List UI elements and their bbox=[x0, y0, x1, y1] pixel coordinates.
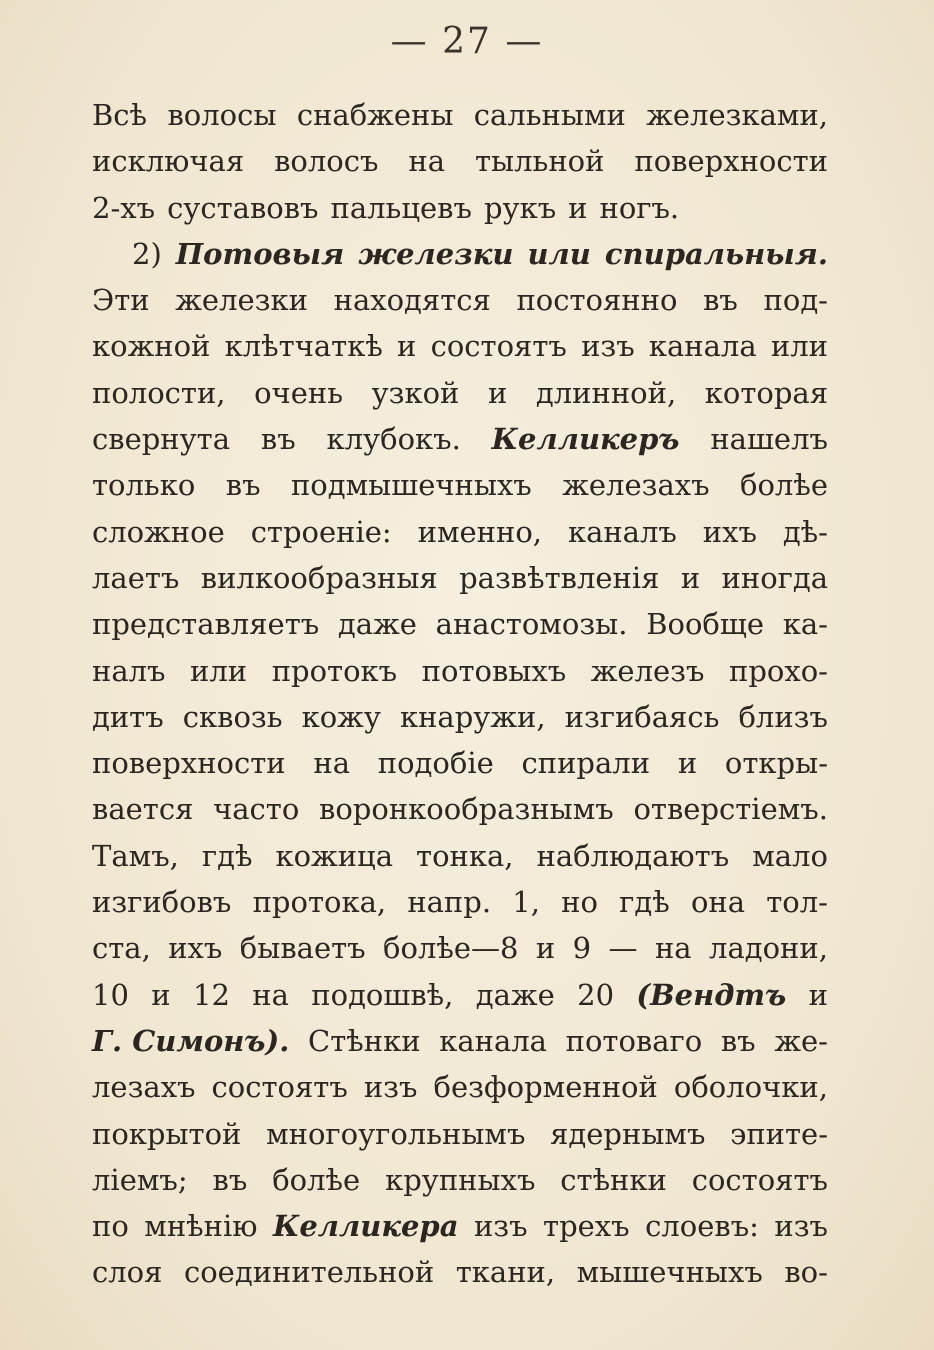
text-line bbox=[92, 1203, 828, 1249]
word: изъ bbox=[774, 1209, 828, 1244]
word: поверхности bbox=[634, 144, 828, 179]
word: въ bbox=[212, 1162, 248, 1197]
word: налъ bbox=[92, 653, 166, 688]
word: которая bbox=[704, 375, 828, 410]
word: наблюдаютъ bbox=[536, 838, 730, 873]
word: и bbox=[677, 746, 698, 781]
word: гдѣ bbox=[619, 885, 670, 920]
word: полости, bbox=[92, 375, 226, 410]
text-line bbox=[92, 1064, 828, 1110]
word: воронкообразнымъ bbox=[319, 792, 614, 827]
word: волосъ bbox=[274, 144, 379, 179]
word: соединительной bbox=[183, 1255, 435, 1290]
word: изъ bbox=[363, 1070, 418, 1105]
word: Вообще bbox=[646, 607, 764, 642]
text-line bbox=[92, 277, 828, 323]
text-line bbox=[92, 694, 828, 740]
word: железахъ bbox=[562, 468, 710, 503]
word: рукъ bbox=[483, 190, 557, 225]
word: и bbox=[487, 375, 508, 410]
word: прохо- bbox=[728, 653, 828, 688]
word: изгибовъ bbox=[92, 885, 232, 920]
word: изгибаясь bbox=[564, 699, 720, 734]
word: и bbox=[151, 977, 171, 1012]
text-line bbox=[92, 462, 828, 508]
word: анастомозы. bbox=[435, 607, 628, 642]
word: многоугольнымъ bbox=[266, 1116, 526, 1151]
word: поверхности bbox=[92, 746, 286, 781]
word: канала bbox=[439, 1023, 547, 1058]
word: часто bbox=[213, 792, 300, 827]
emphasized-word: Потовыя bbox=[175, 236, 345, 271]
word: ліемъ; bbox=[92, 1162, 188, 1197]
text-line bbox=[92, 879, 828, 925]
word: даже bbox=[475, 977, 555, 1012]
text-line bbox=[92, 323, 828, 369]
word: сложное bbox=[92, 514, 225, 549]
word: эпите- bbox=[730, 1116, 828, 1151]
word: состоятъ bbox=[211, 1070, 348, 1105]
word: сальными bbox=[473, 98, 626, 132]
word: ногъ. bbox=[599, 190, 680, 225]
word: исключая bbox=[92, 144, 245, 179]
text-line bbox=[92, 1111, 828, 1157]
word: по bbox=[92, 1209, 129, 1244]
word: Стѣнки bbox=[308, 1023, 421, 1058]
word: развѣтвленія bbox=[459, 560, 660, 595]
word: сквозь bbox=[182, 699, 283, 734]
word: строеніе: bbox=[250, 514, 392, 549]
word: покрытой bbox=[92, 1116, 242, 1151]
word: же- bbox=[774, 1023, 828, 1058]
word: подмышечныхъ bbox=[290, 468, 532, 503]
word: ткани, bbox=[455, 1255, 556, 1290]
emphasized-word: железки bbox=[358, 236, 514, 271]
word: потовыхъ bbox=[421, 653, 567, 688]
word: на bbox=[252, 977, 289, 1012]
word: длинной, bbox=[535, 375, 677, 410]
word: подошвѣ, bbox=[311, 977, 454, 1012]
word: откры- bbox=[724, 746, 828, 781]
word: нашелъ bbox=[710, 422, 828, 457]
word: — bbox=[608, 931, 638, 966]
word: железками, bbox=[646, 98, 828, 132]
word: трехъ bbox=[543, 1209, 630, 1244]
word: ка- bbox=[782, 607, 828, 642]
word: иногда bbox=[721, 560, 828, 595]
word: снабжены bbox=[296, 98, 454, 132]
word: протокъ bbox=[271, 653, 398, 688]
word: мнѣнію bbox=[144, 1209, 258, 1244]
text-line bbox=[92, 185, 828, 231]
word: болѣе bbox=[272, 1162, 361, 1197]
word: ладони, bbox=[709, 931, 828, 966]
word: Тамъ, bbox=[92, 838, 179, 873]
emphasized-word: или bbox=[527, 236, 591, 271]
page-number: — 27 — bbox=[390, 21, 544, 62]
word: и bbox=[568, 190, 588, 225]
text-line bbox=[92, 138, 828, 184]
text-line bbox=[92, 833, 828, 879]
word: въ bbox=[225, 468, 261, 503]
word: лезахъ bbox=[92, 1070, 196, 1105]
emphasized-word: Келликера bbox=[272, 1209, 459, 1244]
word: изъ bbox=[581, 329, 635, 364]
word: на bbox=[654, 931, 692, 966]
word: во- bbox=[784, 1255, 828, 1290]
word: и bbox=[808, 977, 828, 1012]
word: кожной bbox=[92, 329, 211, 364]
word: узкой bbox=[371, 375, 460, 410]
word: тонка, bbox=[416, 838, 514, 873]
word: каналъ bbox=[567, 514, 677, 549]
word: состоятъ bbox=[430, 329, 567, 364]
word: гдѣ bbox=[201, 838, 253, 873]
word: только bbox=[92, 468, 196, 503]
word: крупныхъ bbox=[385, 1162, 536, 1197]
word: лаетъ bbox=[92, 560, 180, 595]
word: спирали bbox=[521, 746, 651, 781]
word: железки bbox=[175, 283, 308, 318]
word: и bbox=[680, 560, 701, 595]
emphasized-word: Келликеръ bbox=[491, 422, 680, 457]
word: изъ bbox=[473, 1209, 528, 1244]
word: свернута bbox=[92, 422, 231, 457]
text-line bbox=[92, 231, 828, 277]
word: бываетъ bbox=[239, 931, 366, 966]
word: очень bbox=[254, 375, 344, 410]
text-line bbox=[92, 925, 828, 971]
word: находятся bbox=[333, 283, 491, 318]
word: клѣтчаткѣ bbox=[224, 329, 383, 364]
text-line bbox=[92, 1018, 828, 1064]
word: болѣе—8 bbox=[383, 931, 519, 966]
word: даже bbox=[337, 607, 417, 642]
word: пальцевъ bbox=[330, 190, 472, 225]
word: суставовъ bbox=[167, 190, 319, 225]
word: кнаружи, bbox=[399, 699, 546, 734]
word: кожица bbox=[275, 838, 393, 873]
text-line bbox=[92, 416, 828, 462]
word: близъ bbox=[738, 699, 828, 734]
text-line bbox=[92, 601, 828, 647]
word: дитъ bbox=[92, 699, 164, 734]
body-text bbox=[92, 92, 828, 1296]
word: но bbox=[561, 885, 598, 920]
word: 10 bbox=[92, 977, 129, 1012]
word: она bbox=[690, 885, 746, 920]
word: отверстіемъ. bbox=[633, 792, 828, 827]
word: ихъ bbox=[702, 514, 757, 549]
word: состоятъ bbox=[691, 1162, 828, 1197]
word: и bbox=[535, 931, 556, 966]
word: канала bbox=[648, 329, 757, 364]
word: Эти bbox=[92, 283, 150, 318]
word: представляетъ bbox=[92, 607, 320, 642]
word: волосы bbox=[167, 98, 277, 132]
word: именно, bbox=[417, 514, 543, 549]
word: ядернымъ bbox=[550, 1116, 706, 1151]
emphasized-word: Г. Симонъ). bbox=[92, 1023, 290, 1058]
word: ста, bbox=[92, 931, 151, 966]
text-line bbox=[92, 555, 828, 601]
text-line bbox=[92, 1249, 828, 1295]
word: въ bbox=[260, 422, 296, 457]
text-line bbox=[92, 786, 828, 832]
word: безформенной bbox=[433, 1070, 658, 1105]
word: на bbox=[408, 144, 446, 179]
emphasized-word: спиральныя. bbox=[604, 236, 828, 271]
word: 9 bbox=[572, 931, 592, 966]
text-line bbox=[92, 648, 828, 694]
word: вается bbox=[92, 792, 194, 827]
word: оболочки, bbox=[673, 1070, 828, 1105]
word: въ bbox=[703, 283, 738, 318]
word: тол- bbox=[766, 885, 828, 920]
word: ихъ bbox=[168, 931, 223, 966]
text-line bbox=[92, 972, 828, 1018]
word: напр. bbox=[407, 885, 492, 920]
emphasized-word: (Вендтъ bbox=[636, 977, 787, 1012]
word: вилкообразныя bbox=[200, 560, 438, 595]
text-line bbox=[92, 1157, 828, 1203]
word: 1, bbox=[512, 885, 540, 920]
text-line bbox=[92, 370, 828, 416]
word: постоянно bbox=[516, 283, 678, 318]
word: въ bbox=[720, 1023, 756, 1058]
word: железъ bbox=[590, 653, 705, 688]
word: стѣнки bbox=[560, 1162, 667, 1197]
word: потоваго bbox=[565, 1023, 703, 1058]
word: на bbox=[313, 746, 350, 781]
word: болѣе bbox=[739, 468, 828, 503]
text-line bbox=[92, 92, 828, 138]
word: 20 bbox=[577, 977, 615, 1012]
text-line bbox=[92, 509, 828, 555]
word: протока, bbox=[252, 885, 387, 920]
word: под- bbox=[763, 283, 828, 318]
word: и bbox=[397, 329, 417, 364]
word: Всѣ bbox=[92, 98, 148, 132]
word: дѣ- bbox=[782, 514, 828, 549]
word: 12 bbox=[193, 977, 230, 1012]
word: или bbox=[190, 653, 248, 688]
text-line bbox=[92, 740, 828, 786]
word: клубокъ. bbox=[326, 422, 461, 457]
word: слоевъ: bbox=[645, 1209, 759, 1244]
word: тыльной bbox=[474, 144, 605, 179]
word: подобіе bbox=[377, 746, 494, 781]
word: слоя bbox=[92, 1255, 163, 1290]
word: 2) bbox=[132, 236, 162, 271]
word: 2-хъ bbox=[92, 190, 156, 225]
word: мышечныхъ bbox=[576, 1255, 763, 1290]
word: или bbox=[770, 329, 828, 364]
word: кожу bbox=[301, 699, 381, 734]
word: мало bbox=[752, 838, 828, 873]
